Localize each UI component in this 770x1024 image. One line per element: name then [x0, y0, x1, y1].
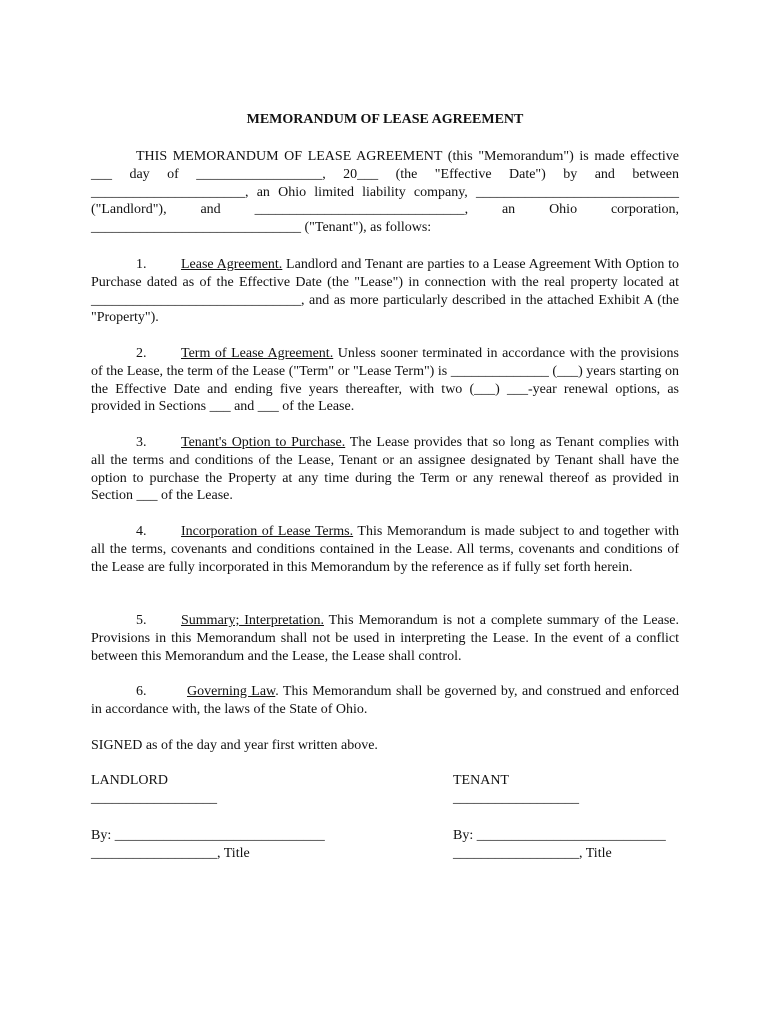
- section-number: 1.: [136, 257, 147, 272]
- section-heading: Term of Lease Agreement.: [181, 346, 334, 361]
- section-1: [91, 256, 679, 327]
- section-3: [91, 434, 679, 505]
- section-body: Landlord and Tenant are parties to a Lease Agreement With Option to Purchase dated as of the Effective Date (the "Lease") in connection with the real property located at ______________________________, and as more particularly described in the attached Exhibit A (the "Property").: [91, 257, 680, 326]
- landlord-signature-line: __________________: [91, 791, 217, 806]
- landlord-label: LANDLORD: [91, 773, 168, 788]
- section-body: This Memorandum is made subject to and together with all the terms, covenants and conditions contained in the Lease. All terms, covenants and conditions of the Lease are fully incorporated in this Memorandum by the reference as if fully set forth herein.: [91, 524, 679, 575]
- section-6: [91, 683, 679, 719]
- landlord-by-line: By: ______________________________: [91, 828, 325, 843]
- section-number: 4.: [136, 524, 147, 539]
- section-5: [91, 612, 679, 665]
- tenant-signature-line: __________________: [453, 791, 579, 806]
- landlord-title-line: __________________, Title: [91, 846, 250, 861]
- tenant-title-line: __________________, Title: [453, 846, 612, 861]
- document-title: MEMORANDUM OF LEASE AGREEMENT: [246, 112, 524, 127]
- section-4: [91, 523, 679, 576]
- section-body: Unless sooner terminated in accordance with the provisions of the Lease, the term of the Lease ("Term" or "Lease Term") is ______________ (___) years starting on the Effective Date and ending five years thereafter, with two (___) ___-year renewal options, as provided in Sections ___ and ___ of the Lease.: [91, 346, 679, 415]
- section-heading: Incorporation of Lease Terms.: [181, 524, 354, 539]
- section-number: 5.: [136, 613, 147, 628]
- section-number: 6.: [136, 684, 147, 699]
- intro-text: THIS MEMORANDUM OF LEASE AGREEMENT (this "Memorandum") is made effective ___ day of __________________, 20___ (the "Effective Date") by and between ______________________, an Ohio limited liability company, _____________________________ ("Landlord"), and ______________________________, an Ohio corporation, ______________________________ ("Tenant"), as follows:: [91, 149, 679, 236]
- section-heading: Tenant's Option to Purchase.: [181, 435, 346, 450]
- tenant-label: TENANT: [453, 773, 509, 788]
- section-body: This Memorandum is not a complete summary of the Lease. Provisions in this Memorandum shall not be used in interpreting the Lease. In the event of a conflict between this Memorandum and the Lease, the Lease shall control.: [91, 613, 679, 664]
- section-heading: Governing Law: [187, 684, 276, 699]
- section-body: The Lease provides that so long as Tenant complies with all the terms and conditions of the Lease, Tenant or an assignee designated by Tenant shall have the option to purchase the Property at any time during the Term or any renewal thereof as provided in Section ___ of the Lease.: [91, 435, 680, 504]
- section-body: . This Memorandum shall be governed by, and construed and enforced in accordance with, the laws of the State of Ohio.: [91, 684, 679, 717]
- section-number: 3.: [136, 435, 147, 450]
- section-heading: Lease Agreement.: [181, 257, 283, 272]
- section-number: 2.: [136, 346, 147, 361]
- tenant-by-line: By: ___________________________: [453, 828, 666, 843]
- section-2: [91, 345, 679, 416]
- intro-paragraph: [91, 148, 679, 237]
- signed-statement: SIGNED as of the day and year first written above.: [91, 738, 378, 753]
- section-heading: Summary; Interpretation.: [181, 613, 324, 628]
